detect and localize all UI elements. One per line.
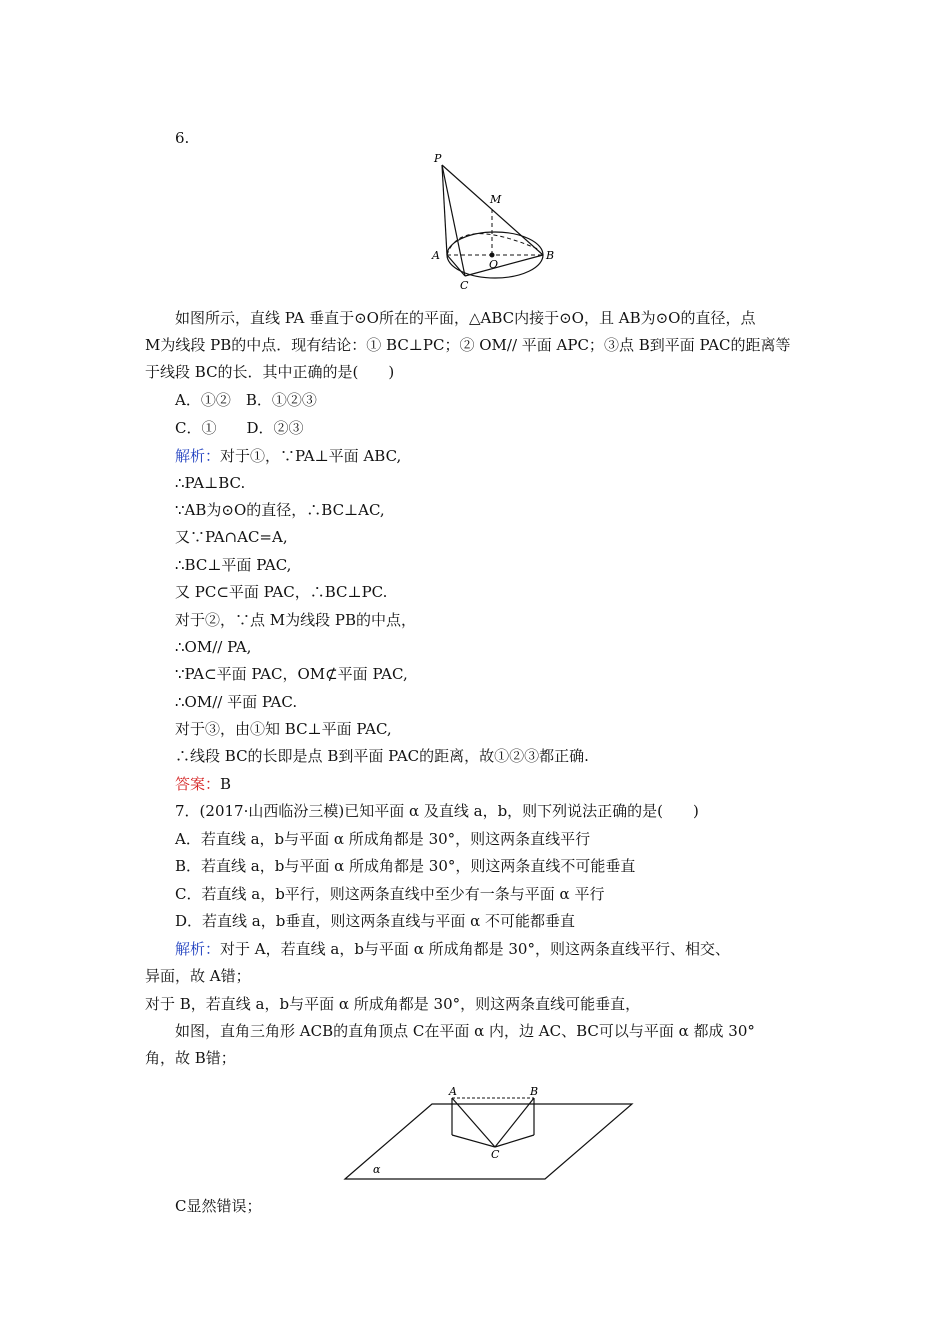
analysis-step: ∴线段 BC的长即是点 B到平面 PAC的距离，故①②③都正确. <box>175 747 589 765</box>
plane-alpha <box>345 1104 632 1179</box>
q7-analysis-line: C显然错误； <box>175 1197 262 1215</box>
label-A: A <box>432 249 440 262</box>
label-alpha: α <box>373 1163 381 1176</box>
line-BC <box>495 1098 534 1147</box>
label-B: B <box>530 1085 539 1098</box>
q7-option-d: D．若直线 a，b垂直，则这两条直线与平面 α 不可能都垂直 <box>175 912 576 930</box>
answer-value: B <box>220 775 232 793</box>
line-foot-B <box>495 1135 534 1147</box>
analysis-step: 对于②，∵点 M为线段 PB的中点， <box>175 611 417 629</box>
center-point-O <box>490 253 495 258</box>
label-O: O <box>489 258 499 271</box>
q7-analysis-line: 角，故 B错； <box>145 1049 236 1067</box>
label-P: P <box>434 152 442 165</box>
analysis-step: ∴PA⊥BC. <box>175 474 246 492</box>
q6-options: A．①② B．①②③ <box>175 391 317 409</box>
q7-analysis-first: 解析：对于 A，若直线 a，b与平面 α 所成角都是 30°，则这两条直线平行、相交、 <box>175 940 730 958</box>
analysis-step: 又 PC⊂平面 PAC，∴BC⊥PC. <box>175 583 388 601</box>
question-number: 6. <box>175 129 190 147</box>
analysis-step: ∴OM// PA, <box>175 638 252 656</box>
q7-option-b: B．若直线 a，b与平面 α 所成角都是 30°，则这两条直线不可能垂直 <box>175 857 636 875</box>
label-C: C <box>460 279 469 292</box>
answer-label: 答案： <box>175 775 221 793</box>
analysis-step: 又∵PA∩AC=A, <box>175 528 288 546</box>
analysis-step: ∵PA⊂平面 PAC，OM⊄平面 PAC, <box>175 665 408 683</box>
q7-option-a: A．若直线 a，b与平面 α 所成角都是 30°，则这两条直线平行 <box>175 830 591 848</box>
q6-options: C．① D．②③ <box>175 419 304 437</box>
q7-analysis-line: 异面，故 A错； <box>145 967 251 985</box>
line-CB <box>465 255 543 276</box>
line-AC <box>452 1098 495 1147</box>
analysis-step: ∵AB为⊙O的直径，∴BC⊥AC, <box>175 501 385 519</box>
analysis-step: 对于③，由①知 BC⊥平面 PAC, <box>175 720 392 738</box>
q6-stem-line: M为线段 PB的中点．现有结论：① BC⊥PC；② OM// 平面 APC；③点 B到平面 PAC的距离等 <box>145 336 791 354</box>
label-B: B <box>546 249 555 262</box>
line-foot-A <box>452 1135 495 1147</box>
label-A: A <box>449 1085 457 1098</box>
label-M: M <box>490 193 502 206</box>
q7-analysis-line: 对于 B，若直线 a，b与平面 α 所成角都是 30°，则这两条直线可能垂直， <box>145 995 641 1013</box>
pyramid-circle-figure <box>420 145 600 295</box>
analysis-label: 解析： <box>175 447 221 465</box>
label-C: C <box>491 1148 500 1161</box>
q7-option-c: C．若直线 a，b平行，则这两条直线中至少有一条与平面 α 平行 <box>175 885 605 903</box>
q6-analysis-first: 解析：对于①，∵PA⊥平面 ABC, <box>175 447 402 465</box>
q6-stem-line: 如图所示，直线 PA 垂直于⊙O所在的平面，△ABC内接于⊙O，且 AB为⊙O的直径，点 <box>175 309 756 327</box>
q7-stem: 7．(2017·山西临汾三模)已知平面 α 及直线 a，b，则下列说法正确的是( ) <box>175 802 699 820</box>
q6-stem-line: 于线段 BC的长．其中正确的是( ) <box>145 363 395 381</box>
analysis-step: ∴BC⊥平面 PAC, <box>175 556 292 574</box>
analysis-label: 解析： <box>175 940 221 958</box>
analysis-step: ∴OM// 平面 PAC. <box>175 693 298 711</box>
plane-triangle-figure <box>340 1082 640 1182</box>
q7-analysis-line: 如图，直角三角形 ACB的直角顶点 C在平面 α 内，边 AC、BC可以与平面 α 都成 30° <box>175 1022 755 1040</box>
q6-answer <box>175 774 231 794</box>
